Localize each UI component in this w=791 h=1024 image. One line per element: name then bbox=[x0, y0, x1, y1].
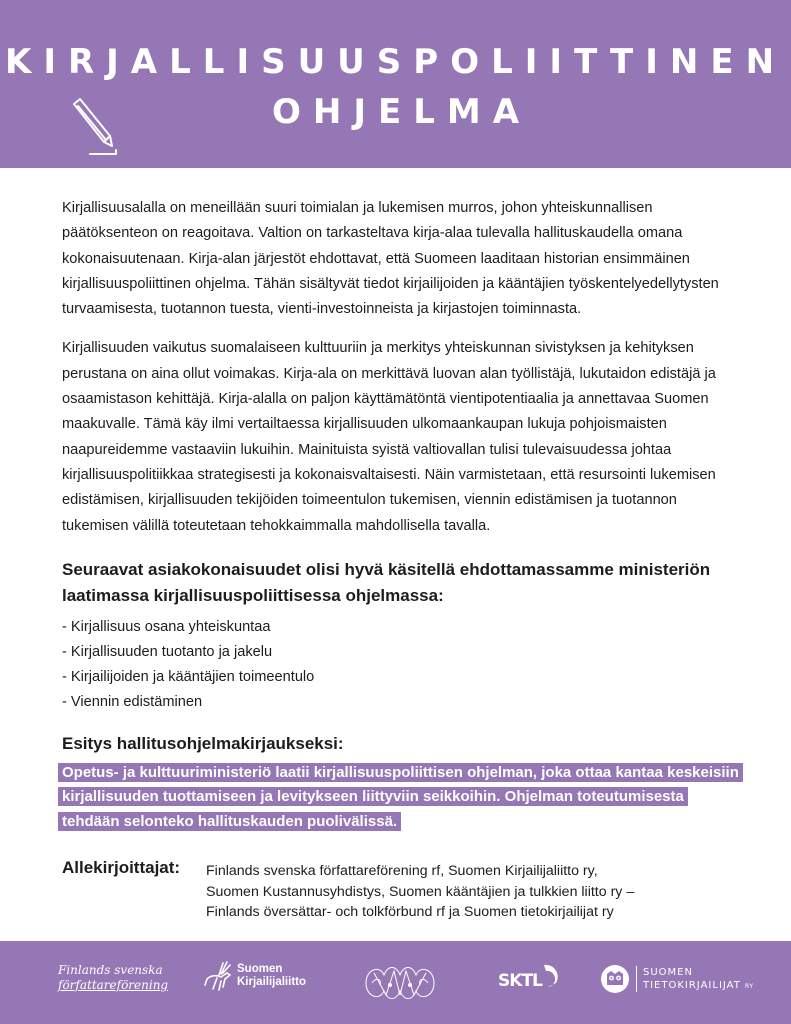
proposal-heading: Esitys hallitusohjelmakirjaukseksi: bbox=[62, 733, 344, 753]
signers-section bbox=[62, 858, 742, 923]
logo-divider bbox=[636, 966, 637, 992]
logo-finlands-svenska-forfattareforening bbox=[58, 963, 170, 993]
kustannusyhdistys-emblem-icon bbox=[360, 955, 440, 1011]
sktl-arc-icon bbox=[542, 957, 560, 991]
list-item: - Kirjallisuus osana yhteiskuntaa bbox=[62, 618, 271, 635]
header-banner bbox=[0, 0, 791, 168]
list-item: - Viennin edistäminen bbox=[62, 693, 203, 710]
logo-text: SUOMEN bbox=[643, 966, 693, 978]
impact-paragraph: Kirjallisuuden vaikutus suomalaiseen kulttuuriin ja merkitys yhteiskunnan sivistyksen ja kehityksen perustana on aina ollut voimakas. Kirja-ala on merkittävä luovan alan työllistäjä, lukutaidon edistäjä ja osaamistason kehittäjä. Kirja-alalla on paljon käyttämätöntä vientipotentiaalia ja annettavaa Suomen maakuvalle. Tämä käy ilmi vertailtaessa kirjallisuuden ulkomaankaupan lukuja pohjoismaisten naapureidemme vastaaviin lukuihin. Mainituista syistä valtiovallan tulisi tulevaisuudessa johtaa kirjallisuuspolitiikkaa strategisesti ja kokonaisvaltaisesti. Näin varmistetaan, että resursointi lukemisen edistämisen, kirjallisuuden tekijöiden toimeentulon tukemisen, viennin edistämisen ja tuotannon tukemisen välillä toteutetaan tehokkaimmalla mahdollisella tavalla. bbox=[62, 340, 716, 534]
logo-suomen-kirjailijaliitto bbox=[203, 959, 306, 993]
logo-text: författareförening bbox=[58, 978, 169, 992]
owl-icon bbox=[600, 964, 630, 994]
pencil-icon bbox=[66, 96, 128, 158]
proposal-highlight bbox=[58, 761, 742, 835]
signers-label: Allekirjoittajat: bbox=[62, 858, 181, 878]
logo-text: RY bbox=[745, 982, 754, 990]
intro-paragraph: Kirjallisuusalalla on meneillään suuri toimialan ja lukemisen murros, johon yhteiskunnallisen päätöksenteon on reagoitava. Valtion on tarkasteltava kirja-alaa tulevalla hallituskaudella omana kokonaisuutenaan. Kirja-alan järjestöt ehdottavat, että Suomeen laaditaan historian ensimmäinen kirjallisuuspoliittinen ohjelma. Tähän sisältyvät tiedot kirjailijoiden ja kääntäjien työskentelyedellytysten turvaamisesta, tuotannon tuesta, vienti-investoinneista ja kirjastojen toiminnasta. bbox=[62, 200, 719, 318]
list-item: - Kirjallisuuden tuotanto ja jakelu bbox=[62, 643, 273, 660]
logo-text: TIETOKIRJAILIJAT bbox=[643, 979, 741, 991]
signers-list bbox=[206, 861, 634, 923]
topics-heading: Seuraavat asiakokonaisuudet olisi hyvä käsitellä ehdottamassamme ministeriön laatimassa kirjallisuuspoliittisessa ohjelmassa: bbox=[62, 559, 711, 605]
signers-line: Suomen Kustannusyhdistys, Suomen kääntäjien ja tulkkien liitto ry – bbox=[206, 883, 635, 900]
signers-line: Finlands svenska författareförening rf, Suomen Kirjailijaliitto ry, bbox=[206, 863, 598, 880]
topics-list bbox=[62, 615, 742, 715]
list-item: - Kirjailijoiden ja kääntäjien toimeentulo bbox=[62, 668, 315, 685]
pegasus-icon bbox=[203, 959, 233, 993]
logo-text: Suomen bbox=[237, 963, 283, 975]
logo-text: Kirjailijaliitto bbox=[237, 976, 307, 988]
footer-logos bbox=[0, 941, 791, 1024]
logo-sktl bbox=[498, 957, 560, 991]
page-title-line2: OHJELMA bbox=[271, 92, 532, 132]
logo-text: Finlands svenska bbox=[58, 963, 163, 977]
proposal-text: Opetus- ja kulttuuriministeriö laatii kirjallisuuspoliittisen ohjelman, joka ottaa kantaa keskeisiin kirjallisuuden tuottamiseen ja levitykseen liittyviin seikkoihin. Ohjelman toteutumisesta tehdään selonteko hallituskauden puolivälissä. bbox=[58, 763, 743, 831]
logo-text: SKTL bbox=[498, 971, 542, 991]
logo-suomen-tietokirjailijat bbox=[600, 964, 753, 994]
page-title-line1: KIRJALLISUUSPOLIITTINEN bbox=[4, 42, 787, 82]
main-content bbox=[62, 196, 742, 923]
signers-line: Finlands översättar- och tolkförbund rf ja Suomen tietokirjailijat ry bbox=[206, 904, 614, 921]
